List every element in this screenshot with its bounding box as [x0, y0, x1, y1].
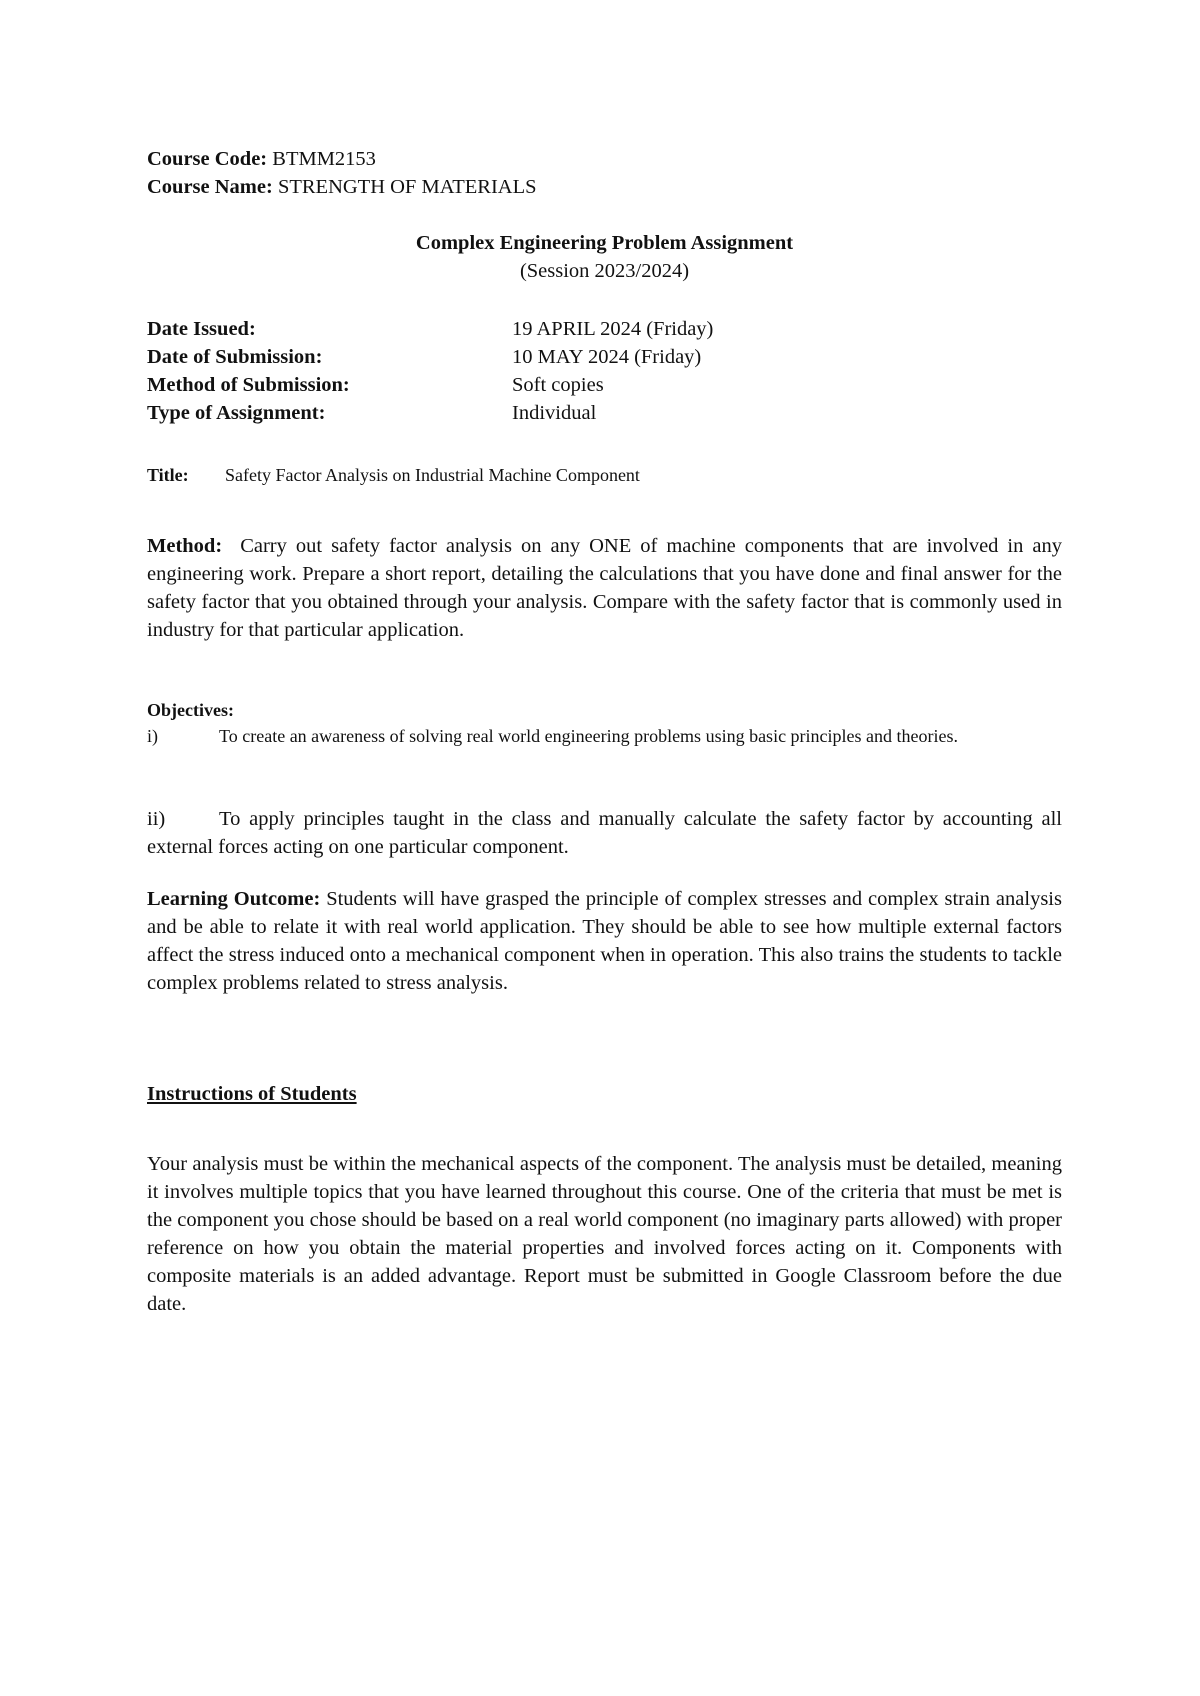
- objective-text: To create an awareness of solving real world engineering problems using basic principles and theories.: [219, 726, 959, 746]
- info-row-method-of-submission: [147, 371, 1062, 399]
- course-name-line: [147, 173, 537, 201]
- objective-item-1: [147, 723, 1062, 749]
- info-label: Method of Submission:: [147, 374, 350, 396]
- assignment-heading: [147, 229, 1062, 285]
- objective-number: i): [147, 726, 158, 746]
- objective-number: ii): [147, 808, 166, 830]
- course-name-value: STRENGTH OF MATERIALS: [277, 176, 537, 198]
- info-label: Type of Assignment:: [147, 402, 326, 424]
- info-value: 19 APRIL 2024 (Friday): [512, 318, 714, 340]
- info-row-date-issued: [147, 315, 1062, 343]
- learning-outcome-paragraph: [147, 885, 1062, 997]
- assignment-title-row: [147, 461, 640, 489]
- session-text: (Session 2023/2024): [519, 260, 690, 282]
- method-text: Carry out safety factor analysis on any ONE of machine components that are involved in any engineering work. Prepare a short report, detailing the calculations that you have done and final answer for the safety factor that you obtained through your analysis. Compare with the safety factor that is commonly used in industry for that particular application.: [147, 535, 1062, 641]
- info-value: Soft copies: [512, 374, 604, 396]
- course-name-label: Course Name:: [147, 176, 273, 198]
- info-row-type-of-assignment: [147, 399, 1062, 427]
- method-label: Method:: [147, 535, 223, 557]
- info-label: Date Issued:: [147, 318, 256, 340]
- assignment-title: Complex Engineering Problem Assignment: [415, 232, 794, 254]
- title-label: Title:: [147, 465, 189, 485]
- assignment-info-table: [147, 315, 1062, 427]
- instructions-heading: Instructions of Students: [147, 1083, 357, 1105]
- title-value: Safety Factor Analysis on Industrial Machine Component: [225, 465, 640, 485]
- objectives-section: [147, 697, 1062, 749]
- course-code-label: Course Code:: [147, 148, 268, 170]
- learning-outcome-label: Learning Outcome:: [147, 888, 321, 910]
- info-row-date-of-submission: [147, 343, 1062, 371]
- method-paragraph: [147, 532, 1062, 644]
- course-code-line: [147, 145, 376, 173]
- objective-text: To apply principles taught in the class and manually calculate the safety factor by accounting all external forces acting on one particular component.: [147, 808, 1062, 858]
- learning-outcome-text: Students will have grasped the principle of complex stresses and complex strain analysis and be able to relate it with real world application. They should be able to see how multiple external factors affect the stress induced onto a mechanical component when in operation. This also trains the students to tackle complex problems related to stress analysis.: [147, 888, 1062, 994]
- info-value: 10 MAY 2024 (Friday): [512, 346, 702, 368]
- objective-item-2: [147, 805, 1062, 861]
- course-code-value: BTMM2153: [272, 148, 376, 170]
- instructions-paragraph: Your analysis must be within the mechanical aspects of the component. The analysis must be detailed, meaning it involves multiple topics that you have learned throughout this course. One of the criteria that must be met is the component you chose should be based on a real world component (no imaginary parts allowed) with proper reference on how you obtain the material properties and involved forces acting on it. Components with composite materials is an added advantage. Report must be submitted in Google Classroom before the due date.: [147, 1153, 1062, 1315]
- info-label: Date of Submission:: [147, 346, 323, 368]
- info-value: Individual: [512, 402, 597, 424]
- objectives-heading: Objectives:: [147, 700, 234, 720]
